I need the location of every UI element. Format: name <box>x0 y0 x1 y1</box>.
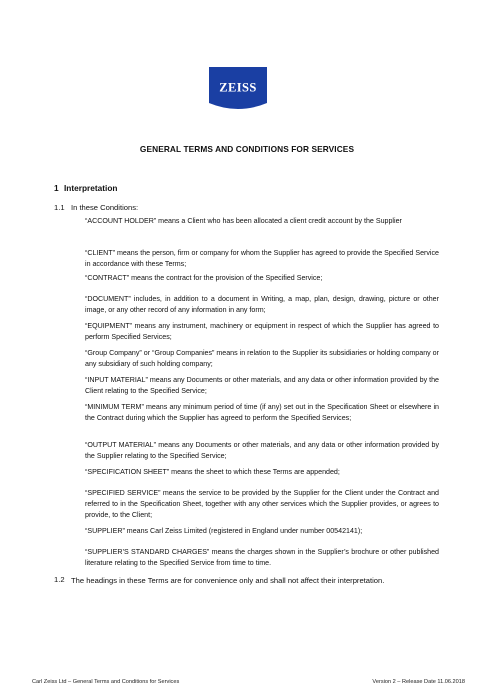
definition-account-holder: “ACCOUNT HOLDER” means a Client who has been allocated a client credit account by the Supplier <box>85 217 402 225</box>
definition-supplier: “SUPPLIER” means Carl Zeiss Limited (registered in England under number 00542141); <box>85 527 363 535</box>
zeiss-logo <box>209 67 267 111</box>
definition-document: “DOCUMENT” includes, in addition to a document in Writing, a map, plan, design, drawing, picture or other image, or any other record of any information in any form; <box>85 295 439 314</box>
footer-left: Carl Zeiss Ltd – General Terms and Conditions for Services <box>32 679 180 685</box>
definition-minimum-term: “MINIMUM TERM” means any minimum period of time (if any) set out in the Specification Sheet or elsewhere in the Contract during which the Supplier has agreed to perform the Specified Services; <box>85 403 439 422</box>
section-number: 1 <box>54 183 59 193</box>
clause-number: 1.2 <box>54 575 65 584</box>
document-title: GENERAL TERMS AND CONDITIONS FOR SERVICES <box>139 144 355 154</box>
definition-input-material: “INPUT MATERIAL” means any Documents or other materials, and any data or other information provided by the Client relating to the Specified Service; <box>85 376 439 395</box>
definition-group-company: “Group Company” or “Group Companies” means in relation to the Supplier its subsidiaries or holding company or any subsidiary of such holding company; <box>85 349 439 368</box>
svg-text:ZEISS: ZEISS <box>219 80 257 95</box>
definition-supplier-standard-charges: “SUPPLIER’S STANDARD CHARGES” means the charges shown in the Supplier’s brochure or other published literature relating to the Specified Service from time to time. <box>85 548 439 567</box>
definition-output-material: “OUTPUT MATERIAL” means any Documents or other materials, and any data or other information provided by the Supplier relating to the Specified Service; <box>85 441 439 460</box>
definition-equipment: “EQUIPMENT” means any instrument, machinery or equipment in respect of which the Supplier has agreed to perform Specified Services; <box>85 322 439 341</box>
definition-specified-service: “SPECIFIED SERVICE” means the service to be provided by the Supplier for the Client under the Contract and referred to in the Specification Sheet, together with any other services which the Supplier provides, or agrees to provide, to the Client; <box>85 489 439 519</box>
section-title: Interpretation <box>64 183 118 193</box>
definition-specification-sheet: “SPECIFICATION SHEET” means the sheet to which these Terms are appended; <box>85 468 340 476</box>
clause-text: The headings in these Terms are for convenience only and shall not affect their interpretation. <box>71 576 385 585</box>
definition-contract: “CONTRACT” means the contract for the provision of the Specified Service; <box>85 274 323 282</box>
clause-number: 1.1 <box>54 203 65 212</box>
definition-client: “CLIENT” means the person, firm or company for whom the Supplier has agreed to provide the Specified Service in accordance with these Terms; <box>85 249 439 268</box>
footer-right: Version 2 – Release Date 11.06.2018 <box>372 679 465 685</box>
clause-text: In these Conditions: <box>71 203 139 212</box>
